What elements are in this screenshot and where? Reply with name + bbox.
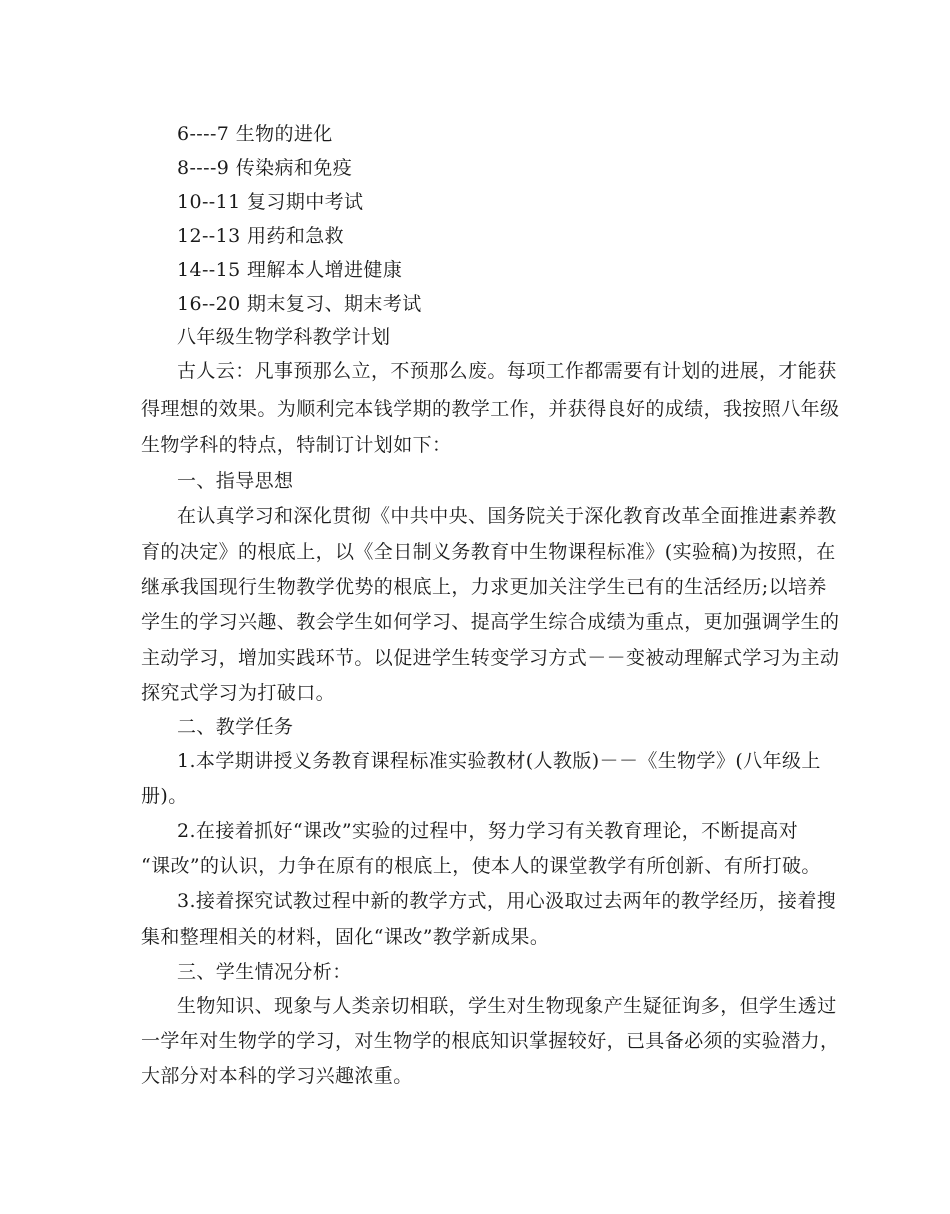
section1-line-2: 育的决定》的根底上，以《全日制义务教育中生物课程标准》(实验稿)为按照，在 xyxy=(141,541,836,563)
section1-line-4: 学生的学习兴趣、教会学生如何学习、提高学生综合成绩为重点，更加强调学生的 xyxy=(141,611,840,633)
section3-heading: 三、学生情况分析： xyxy=(177,961,352,983)
schedule-line-6: 16--20 期末复习、期末考试 xyxy=(177,293,422,315)
section2-item2-line-2: “课改”的认识，力争在原有的根底上，使本人的课堂教学有所创新、有所打破。 xyxy=(141,855,821,877)
section1-line-1: 在认真学习和深化贯彻《中共中央、国务院关于深化教育改革全面推进素养教 xyxy=(177,505,837,527)
section1-heading: 一、指导思想 xyxy=(177,470,294,492)
schedule-line-3: 10--11 复习期中考试 xyxy=(177,191,364,213)
section2-item1-line-2: 册)。 xyxy=(141,785,188,807)
section3-line-1: 生物知识、现象与人类亲切相联，学生对生物现象产生疑征询多，但学生透过 xyxy=(177,995,837,1017)
section3-line-2: 一学年对生物学的学习，对生物学的根底知识掌握较好，已具备必须的实验潜力， xyxy=(141,1030,840,1052)
section3-line-3: 大部分对本科的学习兴趣浓重。 xyxy=(141,1065,413,1087)
schedule-line-2: 8----9 传染病和免疫 xyxy=(177,157,353,179)
intro-line-1: 古人云：凡事预那么立，不预那么废。每项工作都需要有计划的进展，才能获 xyxy=(177,360,837,382)
schedule-line-5: 14--15 理解本人增进健康 xyxy=(177,259,403,281)
schedule-line-4: 12--13 用药和急救 xyxy=(177,225,345,247)
section1-line-6: 探究式学习为打破口。 xyxy=(141,682,336,704)
section2-item3-line-1: 3.接着探究试教过程中新的教学方式，用心汲取过去两年的教学经历，接着搜 xyxy=(177,890,837,912)
intro-line-2: 得理想的效果。为顺利完本钱学期的教学工作，并获得良好的成绩，我按照八年级 xyxy=(141,398,840,420)
section2-item1-line-1: 1.本学期讲授义务教育课程标准实验教材(人教版)－－《生物学》(八年级上 xyxy=(177,750,821,772)
section2-item2-line-1: 2.在接着抓好“课改”实验的过程中，努力学习有关教育理论，不断提高对 xyxy=(177,820,799,842)
section1-line-3: 继承我国现行生物教学优势的根底上，力求更加关注学生已有的生活经历;以培养 xyxy=(141,576,827,598)
section2-item3-line-2: 集和整理相关的材料，固化“课改”教学新成果。 xyxy=(141,926,550,948)
document-title: 八年级生物学科教学计划 xyxy=(177,326,391,348)
section1-line-5: 主动学习，增加实践环节。以促进学生转变学习方式－－变被动理解式学习为主动 xyxy=(141,647,840,669)
section2-heading: 二、教学任务 xyxy=(177,716,294,738)
schedule-line-1: 6----7 生物的进化 xyxy=(177,123,333,145)
intro-line-3: 生物学科的特点，特制订计划如下： xyxy=(141,434,452,456)
